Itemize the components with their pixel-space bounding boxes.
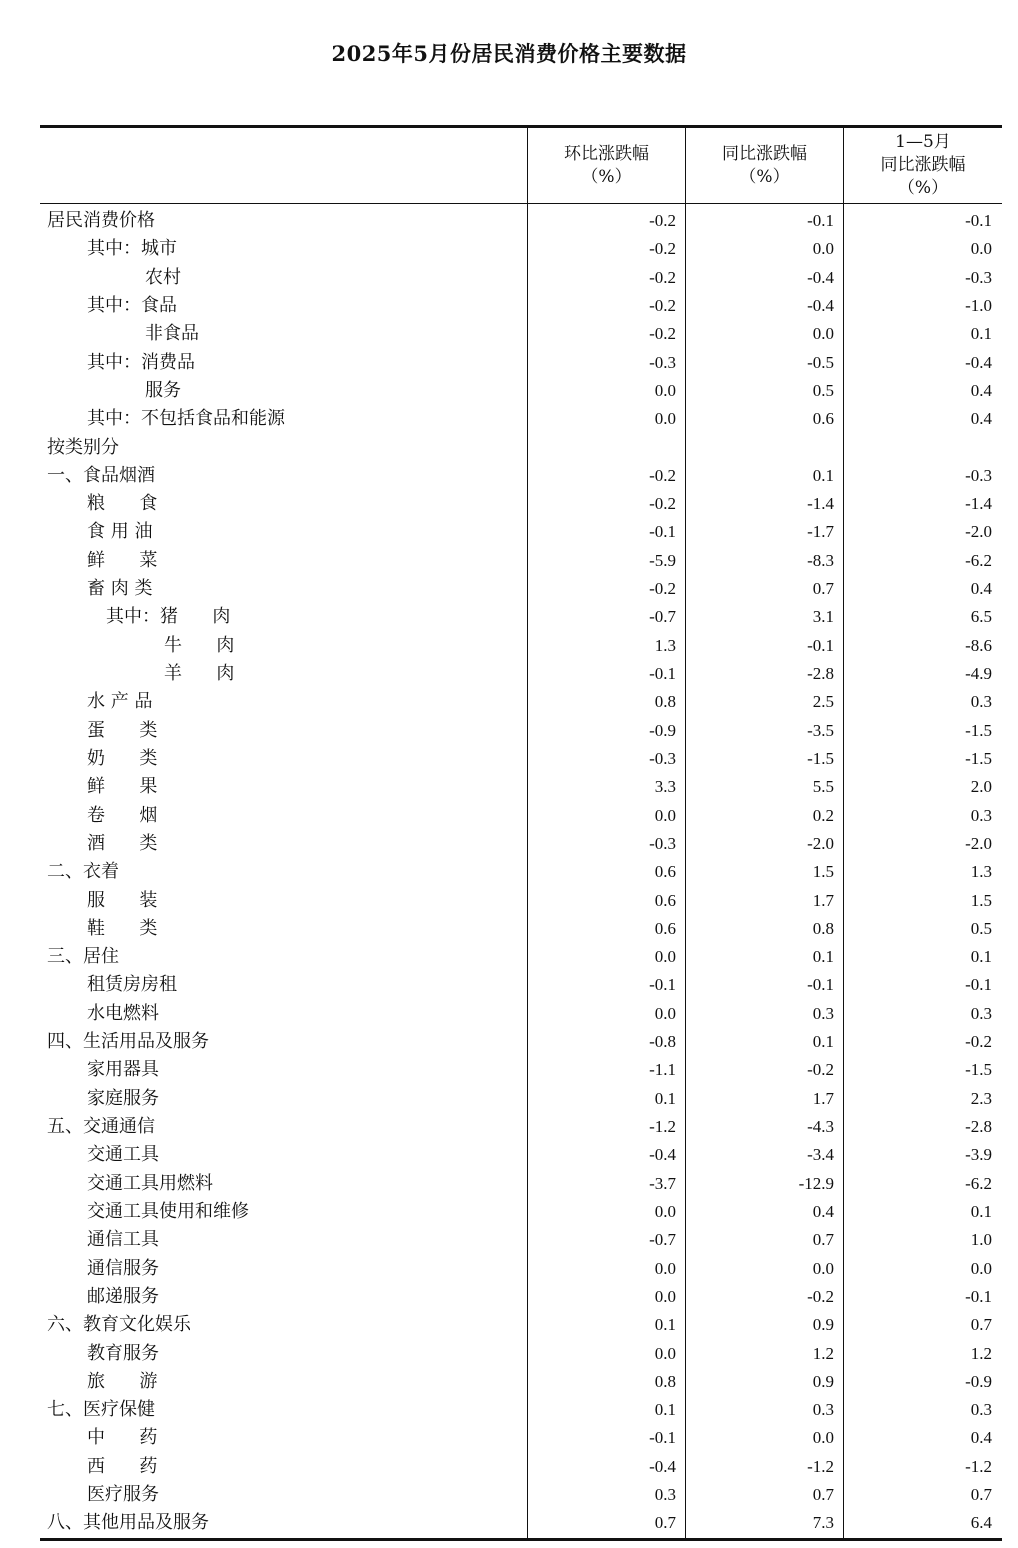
value-yoy: -2.8 bbox=[807, 664, 834, 683]
row-label: 交通工具 bbox=[87, 1144, 159, 1166]
value-yoy: 0.4 bbox=[812, 1201, 834, 1221]
value-ytd: 6.4 bbox=[970, 1513, 992, 1533]
value-mom: -0.2 bbox=[649, 494, 676, 514]
value-ytd: 2.3 bbox=[970, 1088, 992, 1108]
table-row bbox=[40, 887, 1002, 915]
value-yoy: -0.2 bbox=[807, 1286, 834, 1306]
value-yoy: 0.0 bbox=[812, 1428, 834, 1448]
value-yoy: -0.5 bbox=[807, 352, 834, 372]
table-row bbox=[40, 320, 1002, 348]
row-label: 一、食品烟酒 bbox=[47, 464, 155, 486]
value-ytd: -6.2 bbox=[965, 550, 992, 570]
value-yoy: -1.4 bbox=[807, 494, 834, 514]
value-yoy: 0.5 bbox=[812, 380, 834, 400]
value-mom: 0.3 bbox=[654, 1485, 676, 1505]
value-yoy: 0.1 bbox=[812, 465, 834, 485]
value-ytd: 0.4 bbox=[970, 579, 992, 599]
row-label: 蛋 类 bbox=[87, 719, 158, 741]
table-body bbox=[40, 207, 1002, 1538]
value-mom: 0.1 bbox=[654, 1400, 676, 1420]
table-row bbox=[40, 575, 1002, 603]
row-label: 七、医疗保健 bbox=[47, 1399, 155, 1421]
cpi-table bbox=[40, 125, 1002, 1541]
row-label: 农村 bbox=[145, 266, 181, 288]
value-mom: -0.7 bbox=[649, 607, 676, 627]
value-ytd: -0.3 bbox=[965, 465, 992, 485]
value-mom: 0.7 bbox=[654, 1513, 676, 1533]
table-row bbox=[40, 1283, 1002, 1311]
value-ytd: 0.1 bbox=[970, 947, 992, 967]
value-mom: 0.0 bbox=[654, 409, 676, 429]
row-label: 服务 bbox=[145, 379, 181, 401]
value-ytd: 0.0 bbox=[970, 239, 992, 259]
value-yoy: 0.3 bbox=[812, 1400, 834, 1420]
value-ytd: -8.6 bbox=[965, 635, 992, 655]
value-yoy: 1.7 bbox=[812, 890, 834, 910]
table-row bbox=[40, 405, 1002, 433]
table-row bbox=[40, 1453, 1002, 1481]
value-mom: -0.1 bbox=[649, 1428, 676, 1448]
header-yoy-label: 同比涨跌幅 bbox=[722, 143, 807, 164]
value-ytd: -0.1 bbox=[965, 975, 992, 995]
value-ytd: 0.3 bbox=[970, 692, 992, 712]
table-row bbox=[40, 603, 1002, 631]
row-label: 其中：食品 bbox=[87, 294, 177, 316]
value-ytd: 0.7 bbox=[970, 1485, 992, 1505]
table-row bbox=[40, 1311, 1002, 1339]
value-mom: 0.8 bbox=[654, 692, 676, 712]
table-row bbox=[40, 1226, 1002, 1254]
value-yoy: -1.2 bbox=[807, 1456, 834, 1476]
row-label: 奶 类 bbox=[87, 747, 158, 769]
table-row bbox=[40, 1509, 1002, 1537]
table-row bbox=[40, 1056, 1002, 1084]
row-label: 中 药 bbox=[87, 1427, 158, 1449]
table-row bbox=[40, 1368, 1002, 1396]
value-mom: 0.0 bbox=[654, 380, 676, 400]
value-yoy: 0.6 bbox=[812, 409, 834, 429]
value-yoy: 0.0 bbox=[812, 239, 834, 259]
value-mom: -0.3 bbox=[649, 748, 676, 768]
value-ytd: -0.9 bbox=[965, 1371, 992, 1391]
value-ytd: -1.0 bbox=[965, 295, 992, 315]
value-ytd: -1.5 bbox=[965, 748, 992, 768]
value-mom: 0.6 bbox=[654, 890, 676, 910]
value-mom: 1.3 bbox=[654, 635, 676, 655]
value-yoy: -0.2 bbox=[807, 1060, 834, 1080]
table-header bbox=[40, 128, 1002, 204]
value-yoy: 3.1 bbox=[812, 607, 834, 627]
row-label: 食 用 油 bbox=[87, 521, 153, 543]
table-row bbox=[40, 1424, 1002, 1452]
table-row bbox=[40, 1141, 1002, 1169]
value-ytd: 0.0 bbox=[970, 1258, 992, 1278]
value-mom: -0.2 bbox=[649, 324, 676, 344]
value-mom: -5.9 bbox=[649, 550, 676, 570]
value-yoy: -0.4 bbox=[807, 295, 834, 315]
value-mom: -0.7 bbox=[649, 1230, 676, 1250]
value-yoy: 1.2 bbox=[812, 1343, 834, 1363]
value-mom: 0.0 bbox=[654, 805, 676, 825]
value-mom: 0.0 bbox=[654, 1286, 676, 1306]
table-row bbox=[40, 547, 1002, 575]
row-label: 旅 游 bbox=[87, 1370, 158, 1392]
table-row bbox=[40, 235, 1002, 263]
row-label: 三、居住 bbox=[47, 946, 119, 968]
value-mom: -0.2 bbox=[649, 579, 676, 599]
value-ytd: 0.3 bbox=[970, 805, 992, 825]
table-row bbox=[40, 915, 1002, 943]
value-yoy: 0.7 bbox=[812, 1485, 834, 1505]
value-ytd: 0.1 bbox=[970, 324, 992, 344]
table-row bbox=[40, 717, 1002, 745]
value-ytd: 0.3 bbox=[970, 1400, 992, 1420]
value-mom: -3.7 bbox=[649, 1173, 676, 1193]
table-row bbox=[40, 434, 1002, 462]
value-ytd: 1.2 bbox=[970, 1343, 992, 1363]
value-mom: -0.9 bbox=[649, 720, 676, 740]
value-yoy: 0.7 bbox=[812, 579, 834, 599]
value-ytd: 2.0 bbox=[970, 777, 992, 797]
value-ytd: 1.3 bbox=[970, 862, 992, 882]
value-yoy: 0.3 bbox=[812, 1003, 834, 1023]
row-label: 五、交通通信 bbox=[47, 1116, 155, 1137]
table-row bbox=[40, 264, 1002, 292]
table-row bbox=[40, 773, 1002, 801]
row-label: 鲜 果 bbox=[87, 776, 158, 798]
table-row bbox=[40, 858, 1002, 886]
value-ytd: -4.9 bbox=[965, 664, 992, 683]
row-label: 其中：不包括食品和能源 bbox=[87, 408, 285, 430]
value-mom: -0.2 bbox=[649, 267, 676, 287]
row-label: 其中：猪 肉 bbox=[106, 606, 231, 628]
row-label: 酒 类 bbox=[87, 832, 158, 854]
value-yoy: -0.1 bbox=[807, 211, 834, 230]
table-row bbox=[40, 1028, 1002, 1056]
value-yoy: -0.1 bbox=[807, 635, 834, 655]
table-row bbox=[40, 632, 1002, 660]
row-label: 其中：城市 bbox=[87, 238, 177, 260]
table-row bbox=[40, 745, 1002, 773]
row-label: 水 产 品 bbox=[87, 691, 153, 713]
row-label: 交通工具用燃料 bbox=[87, 1172, 213, 1194]
row-label: 家用器具 bbox=[87, 1059, 159, 1081]
header-ytd-unit: （%） bbox=[897, 178, 949, 198]
value-yoy: -0.1 bbox=[807, 975, 834, 995]
table-row bbox=[40, 1481, 1002, 1509]
table-row bbox=[40, 943, 1002, 971]
value-mom: 0.6 bbox=[654, 862, 676, 882]
row-label: 其中：消费品 bbox=[87, 351, 195, 373]
value-yoy: -1.5 bbox=[807, 748, 834, 768]
value-yoy: 7.3 bbox=[812, 1513, 834, 1533]
table-row bbox=[40, 802, 1002, 830]
value-mom: -0.1 bbox=[649, 975, 676, 995]
value-mom: -0.2 bbox=[649, 295, 676, 315]
header-mom-label: 环比涨跌幅 bbox=[564, 143, 649, 164]
value-ytd: -0.1 bbox=[965, 1286, 992, 1306]
value-mom: -0.4 bbox=[649, 1456, 676, 1476]
table-row bbox=[40, 462, 1002, 490]
value-yoy: 0.7 bbox=[812, 1230, 834, 1250]
page-title: 2025年5月份居民消费价格主要数据 bbox=[331, 41, 687, 66]
value-yoy: 0.1 bbox=[812, 1032, 834, 1052]
table-row bbox=[40, 377, 1002, 405]
value-ytd: 6.5 bbox=[970, 607, 992, 627]
value-mom: 3.3 bbox=[654, 777, 676, 797]
table-row bbox=[40, 1340, 1002, 1368]
value-yoy: 2.5 bbox=[812, 692, 834, 712]
header-mom-unit: （%） bbox=[581, 166, 632, 187]
table-row bbox=[40, 830, 1002, 858]
row-label: 邮递服务 bbox=[87, 1285, 159, 1307]
table-row bbox=[40, 1000, 1002, 1028]
row-label: 牛 肉 bbox=[164, 634, 235, 656]
value-mom: 0.0 bbox=[654, 1258, 676, 1278]
table-row bbox=[40, 490, 1002, 518]
table-row bbox=[40, 207, 1002, 235]
header-ytd-label: 同比涨跌幅 bbox=[880, 155, 966, 175]
value-ytd: -1.5 bbox=[965, 1060, 992, 1080]
value-mom: 0.0 bbox=[654, 947, 676, 967]
value-yoy: -0.4 bbox=[807, 267, 834, 287]
value-ytd: -2.0 bbox=[965, 522, 992, 542]
value-ytd: 0.5 bbox=[970, 918, 992, 938]
value-yoy: -3.5 bbox=[807, 720, 834, 740]
value-ytd: -0.2 bbox=[965, 1032, 992, 1052]
row-label: 卷 烟 bbox=[87, 804, 158, 826]
row-label: 教育服务 bbox=[87, 1342, 159, 1364]
row-label: 鲜 菜 bbox=[87, 549, 158, 571]
value-mom: 0.1 bbox=[654, 1088, 676, 1108]
value-mom: -0.8 bbox=[649, 1032, 676, 1052]
value-ytd: -0.1 bbox=[965, 211, 992, 230]
row-label: 粮 食 bbox=[87, 493, 158, 515]
value-yoy: 1.7 bbox=[812, 1088, 834, 1108]
value-ytd: 0.1 bbox=[970, 1201, 992, 1221]
value-mom: 0.8 bbox=[654, 1371, 676, 1391]
value-mom: -1.2 bbox=[649, 1117, 676, 1136]
row-label: 居民消费价格 bbox=[47, 210, 155, 231]
value-mom: 0.0 bbox=[654, 1343, 676, 1363]
value-ytd: -0.3 bbox=[965, 267, 992, 287]
row-label: 鞋 类 bbox=[87, 917, 158, 939]
value-yoy: 0.0 bbox=[812, 1258, 834, 1278]
table-row bbox=[40, 1170, 1002, 1198]
value-ytd: -1.2 bbox=[965, 1456, 992, 1476]
value-ytd: 0.7 bbox=[970, 1315, 992, 1335]
value-mom: -0.2 bbox=[649, 211, 676, 230]
value-ytd: 0.4 bbox=[970, 1428, 992, 1448]
header-mom bbox=[528, 128, 685, 203]
value-ytd: -6.2 bbox=[965, 1173, 992, 1193]
value-mom: 0.0 bbox=[654, 1201, 676, 1221]
value-ytd: -1.4 bbox=[965, 494, 992, 514]
value-mom: 0.0 bbox=[654, 1003, 676, 1023]
value-yoy: 0.9 bbox=[812, 1371, 834, 1391]
row-label: 按类别分 bbox=[47, 436, 119, 458]
value-yoy: 5.5 bbox=[812, 777, 834, 797]
header-yoy bbox=[686, 128, 843, 203]
value-mom: -0.3 bbox=[649, 352, 676, 372]
table-row bbox=[40, 1085, 1002, 1113]
value-yoy: -2.0 bbox=[807, 833, 834, 853]
row-label: 租赁房房租 bbox=[87, 974, 177, 996]
table-row bbox=[40, 1396, 1002, 1424]
table-row bbox=[40, 660, 1002, 688]
table-row bbox=[40, 1113, 1002, 1141]
row-label: 家庭服务 bbox=[87, 1087, 159, 1109]
row-label: 医疗服务 bbox=[87, 1484, 159, 1506]
value-yoy: 0.0 bbox=[812, 324, 834, 344]
value-yoy: 0.1 bbox=[812, 947, 834, 967]
value-mom: -1.1 bbox=[649, 1060, 676, 1080]
table-row bbox=[40, 349, 1002, 377]
value-yoy: -3.4 bbox=[807, 1145, 834, 1165]
row-label: 西 药 bbox=[87, 1455, 158, 1477]
value-yoy: 0.2 bbox=[812, 805, 834, 825]
value-mom: -0.3 bbox=[649, 833, 676, 853]
row-label: 六、教育文化娱乐 bbox=[47, 1314, 191, 1336]
value-ytd: -1.5 bbox=[965, 720, 992, 740]
value-yoy: 1.5 bbox=[812, 862, 834, 882]
value-yoy: 0.9 bbox=[812, 1315, 834, 1335]
row-label: 羊 肉 bbox=[164, 663, 235, 684]
row-label: 八、其他用品及服务 bbox=[47, 1512, 209, 1534]
table-row bbox=[40, 688, 1002, 716]
table-row bbox=[40, 971, 1002, 999]
row-label: 通信工具 bbox=[87, 1229, 159, 1251]
value-mom: 0.6 bbox=[654, 918, 676, 938]
row-label: 非食品 bbox=[145, 323, 199, 345]
row-label: 四、生活用品及服务 bbox=[47, 1031, 209, 1053]
table-row bbox=[40, 518, 1002, 546]
value-mom: -0.4 bbox=[649, 1145, 676, 1165]
value-ytd: -2.0 bbox=[965, 833, 992, 853]
value-ytd: 1.0 bbox=[970, 1230, 992, 1250]
header-yoy-unit: （%） bbox=[739, 166, 790, 187]
value-ytd: -2.8 bbox=[965, 1117, 992, 1136]
table-row bbox=[40, 1255, 1002, 1283]
value-yoy: -8.3 bbox=[807, 550, 834, 570]
row-label: 交通工具使用和维修 bbox=[87, 1200, 249, 1222]
row-label: 二、衣着 bbox=[47, 861, 119, 883]
value-ytd: 0.4 bbox=[970, 380, 992, 400]
value-mom: -0.1 bbox=[649, 664, 676, 683]
value-yoy: -12.9 bbox=[798, 1173, 834, 1193]
value-ytd: 0.4 bbox=[970, 409, 992, 429]
header-ytd bbox=[844, 128, 1002, 203]
value-ytd: -3.9 bbox=[965, 1145, 992, 1165]
table-row bbox=[40, 292, 1002, 320]
value-mom: 0.1 bbox=[654, 1315, 676, 1335]
row-label: 通信服务 bbox=[87, 1257, 159, 1279]
value-mom: -0.2 bbox=[649, 465, 676, 485]
value-yoy: -4.3 bbox=[807, 1117, 834, 1136]
value-ytd: 1.5 bbox=[970, 890, 992, 910]
value-mom: -0.2 bbox=[649, 239, 676, 259]
row-label: 畜 肉 类 bbox=[87, 578, 153, 600]
row-label: 水电燃料 bbox=[87, 1002, 159, 1024]
value-mom: -0.1 bbox=[649, 522, 676, 542]
row-label: 服 装 bbox=[87, 889, 158, 911]
value-ytd: -0.4 bbox=[965, 352, 992, 372]
value-ytd: 0.3 bbox=[970, 1003, 992, 1023]
value-yoy: -1.7 bbox=[807, 522, 834, 542]
header-ytd-period: 1—5月 bbox=[895, 132, 951, 152]
table-row bbox=[40, 1198, 1002, 1226]
value-yoy: 0.8 bbox=[812, 918, 834, 938]
